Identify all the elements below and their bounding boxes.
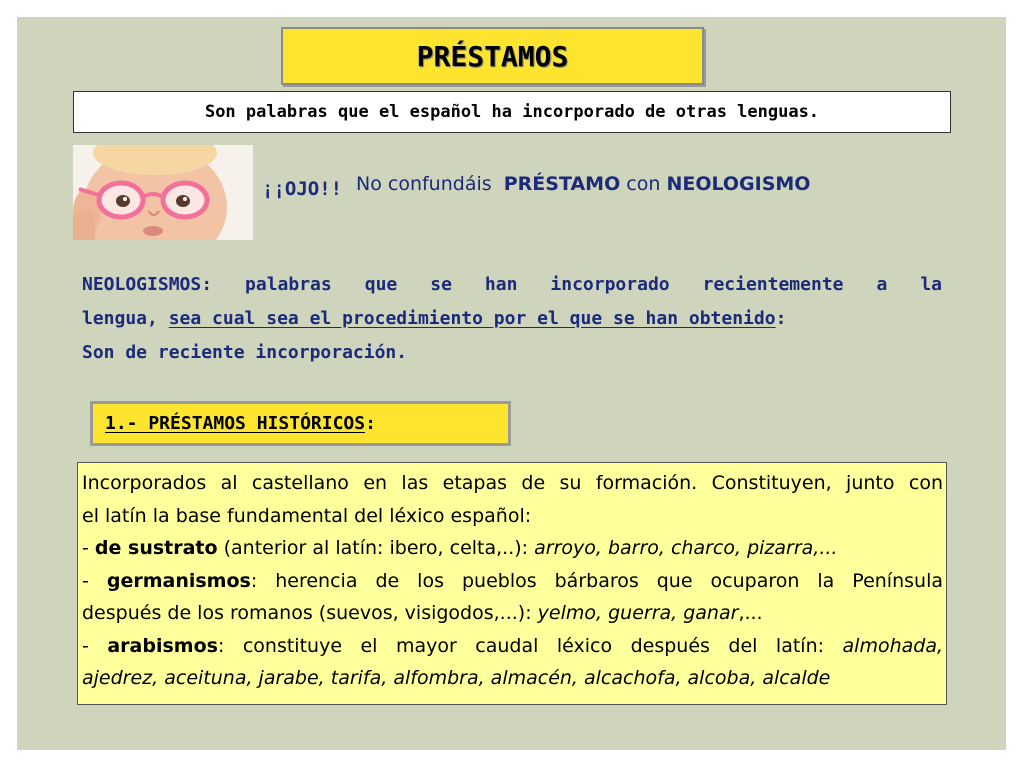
baby-illustration — [73, 145, 253, 240]
germanismos-label: germanismos — [106, 569, 251, 592]
arabismos-line-1 — [82, 630, 943, 663]
section-heading-box — [90, 401, 511, 446]
germanismos-dash: - — [82, 569, 107, 592]
arabismos-line-2 — [82, 662, 943, 695]
arabismos-examples-1: almohada, — [842, 634, 943, 657]
arabismos-desc: : constituye el mayor caudal léxico después del latín: — [217, 634, 843, 657]
neologismos-line-3: Son de reciente incorporación. — [82, 342, 408, 363]
germanismos-tail: ,... — [738, 602, 763, 624]
neologismos-underlined: sea cual sea el procedimiento por el que se han obtenido — [168, 308, 776, 329]
section-title: 1.- PRÉSTAMOS HISTÓRICOS — [105, 413, 366, 434]
germanismos-desc-2: después de los romanos (suevos, visigodos,...): — [82, 602, 538, 624]
sustrato-line — [82, 532, 943, 565]
baby-with-glasses-image — [73, 145, 253, 240]
sustrato-dash: - — [82, 537, 95, 559]
neologismos-definition — [82, 268, 942, 370]
definition-box — [73, 91, 951, 133]
neologismos-line-2-start: lengua, — [82, 308, 158, 329]
neologismos-line-1: NEOLOGISMOS: palabras que se han incorporado recientemente a la — [82, 274, 942, 295]
warning-connector: con — [626, 173, 661, 195]
germanismos-line-2 — [82, 597, 943, 630]
neologismos-line-2 — [82, 302, 942, 336]
historicos-content-box — [77, 462, 947, 705]
section-colon: : — [365, 413, 376, 434]
page-title: PRÉSTAMOS — [416, 39, 569, 73]
term-neologismo: NEOLOGISMO — [666, 173, 811, 195]
germanismos-desc-1: : herencia de los pueblos bárbaros que ocuparon la Península — [250, 569, 943, 592]
sustrato-desc: (anterior al latín: ibero, celta,..): — [217, 537, 535, 559]
term-prestamo: PRÉSTAMO — [503, 173, 621, 195]
ojo-warning: ¡¡OJO!! — [262, 178, 343, 200]
warning-prefix: No confundáis — [356, 173, 492, 195]
arabismos-examples-2: ajedrez, aceituna, jarabe, tarifa, alfombra, almacén, alcachofa, alcoba, alcalde — [82, 667, 831, 689]
arabismos-label: arabismos — [107, 634, 218, 657]
sustrato-examples: arroyo, barro, charco, pizarra,... — [534, 537, 838, 559]
sustrato-label: de sustrato — [94, 537, 218, 559]
section-heading — [105, 413, 376, 434]
germanismos-line-1 — [82, 565, 943, 598]
neologismos-line-2-end: : — [775, 308, 787, 329]
germanismos-examples: yelmo, guerra, ganar — [537, 602, 739, 624]
title-box — [281, 27, 704, 85]
intro-line-2: el latín la base fundamental del léxico español: — [82, 504, 532, 527]
intro-line-1: Incorporados al castellano en las etapas de su formación. Constituyen, junto con — [82, 472, 943, 494]
confusion-warning — [356, 173, 810, 195]
definition-text: Son palabras que el español ha incorporado de otras lenguas. — [204, 102, 820, 122]
arabismos-dash: - — [82, 634, 108, 657]
